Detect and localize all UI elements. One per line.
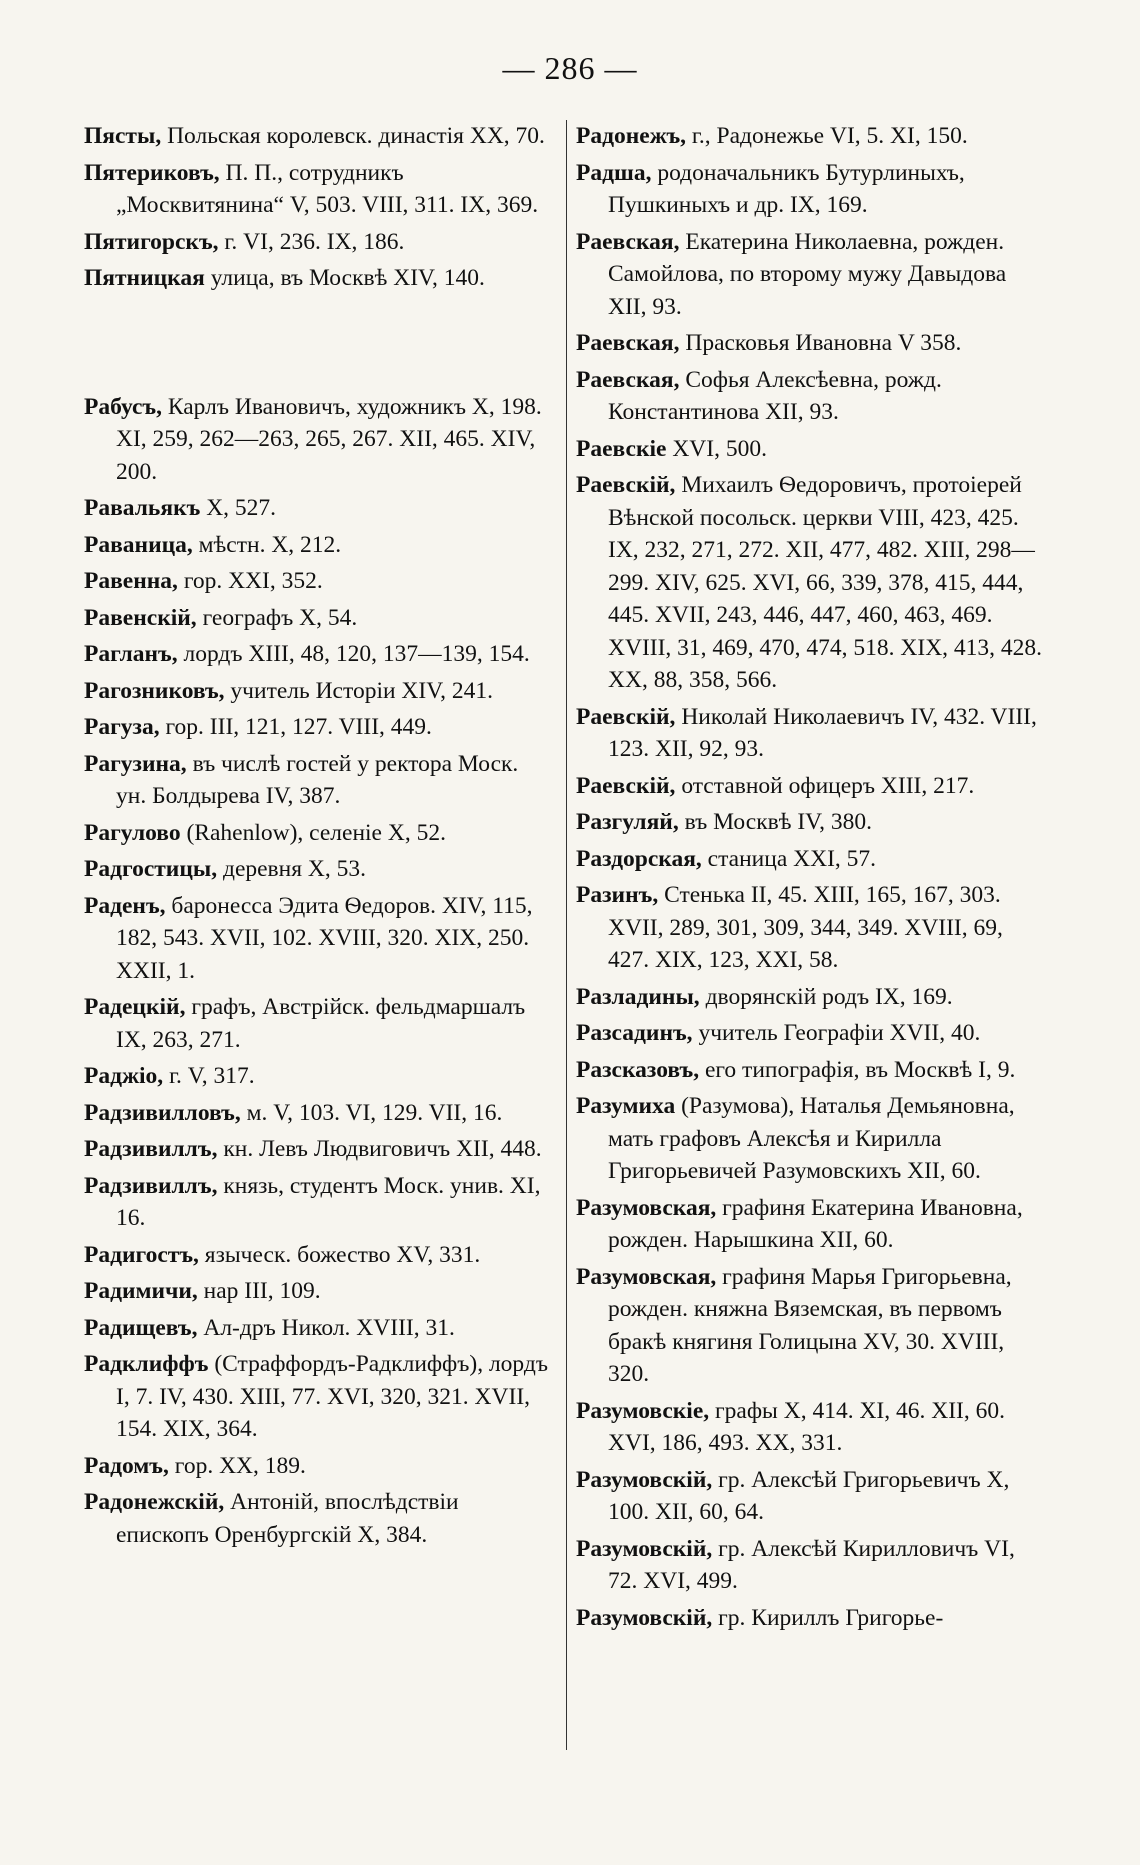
left-column-group-r	[84, 391, 552, 1552]
entry-headword: Разумовскіе,	[576, 1397, 710, 1424]
index-entry	[84, 1133, 552, 1166]
entry-references: (Rahenlow), селеніе X, 52.	[180, 819, 446, 846]
index-entry	[576, 1464, 1044, 1529]
right-column	[576, 120, 1044, 1638]
entry-headword: Радецкій,	[84, 994, 186, 1020]
entry-references: X, 527.	[200, 495, 277, 521]
entry-headword: Разумовская,	[576, 1194, 717, 1221]
entry-headword: Пятигорскъ,	[84, 228, 219, 255]
index-entry	[84, 1312, 552, 1345]
entry-headword: Раевскій,	[576, 472, 676, 498]
entry-headword: Равальякъ	[84, 495, 201, 521]
entry-headword: Радигостъ,	[84, 1241, 199, 1268]
entry-headword: Раевскіе	[576, 435, 667, 462]
index-entry	[84, 1097, 552, 1130]
index-entry	[84, 565, 552, 598]
entry-references: учитель Географіи XVII, 40.	[692, 1020, 981, 1046]
entry-headword: Радонежскій,	[84, 1489, 225, 1515]
index-entry	[84, 853, 552, 886]
index-entry	[84, 226, 552, 259]
entry-headword: Радзивиллъ,	[84, 1172, 218, 1199]
entry-references: въ Москвѣ IV, 380.	[678, 809, 872, 835]
index-entry	[576, 226, 1044, 324]
index-entry	[576, 1192, 1044, 1257]
entry-references: гор. III, 121, 127. VIII, 449.	[159, 714, 432, 740]
index-entry	[576, 701, 1044, 766]
entry-references: дворянскій родъ IX, 169.	[699, 983, 953, 1010]
entry-headword: Разумиха	[576, 1093, 676, 1119]
entry-headword: Рагулово	[84, 819, 181, 846]
entry-headword: Рабусъ,	[84, 393, 162, 420]
entry-references: Польская королевск. династія XX, 70.	[161, 123, 545, 149]
entry-headword: Радзивиллъ,	[84, 1136, 218, 1162]
entry-headword: Раджіо,	[84, 1063, 164, 1089]
entry-references: гр. Алексѣй Григорьевичъ X, 100. XII, 60, 64.	[608, 1466, 1010, 1525]
entry-references: Михаилъ Ѳедоровичъ, протоіерей Вѣнской посольск. церкви VIII, 423, 425. IX, 232, 271, 272. XII, 477, 482. XIII, 298—299. XIV, 625. XVI, 66, 339, 378, 415, 444, 445. XVII, 243, 446, 447, 460, 463, 469. XVIII, 31, 469, 470, 474, 518. XIX, 413, 428. XX, 88, 358, 566.	[608, 472, 1043, 693]
index-entry	[576, 1054, 1044, 1087]
entry-headword: Рагозниковъ,	[84, 677, 225, 704]
entry-headword: Раевская,	[576, 366, 680, 393]
index-entry	[84, 890, 552, 988]
entry-headword: Разумовскій,	[576, 1604, 713, 1631]
entry-headword: Разсадинъ,	[576, 1020, 693, 1046]
entry-references: гр. Алексѣй Кирилловичъ VI, 72. XVI, 499.	[608, 1535, 1015, 1594]
entry-references: м. V, 103. VI, 129. VII, 16.	[240, 1099, 503, 1126]
index-entry	[576, 469, 1044, 697]
entry-references: Екатерина Николаевна, рожден. Самойлова, по второму мужу Давыдова XII, 93.	[608, 228, 1007, 320]
entry-references: Антоній, впослѣдствіи епископъ Оренбургскій X, 384.	[116, 1489, 459, 1548]
entry-headword: Рагланъ,	[84, 641, 178, 667]
entry-headword: Радша,	[576, 159, 652, 186]
index-entry	[576, 1090, 1044, 1188]
entry-headword: Раевская,	[576, 330, 680, 356]
entry-references: кн. Левъ Людвиговичъ XII, 448.	[217, 1136, 542, 1162]
entry-references: гор. XXI, 352.	[177, 568, 323, 594]
index-entry	[84, 817, 552, 850]
entry-references: мѣстн. X, 212.	[192, 531, 342, 558]
index-entry	[84, 602, 552, 635]
entry-references: графиня Марья Григорьевна, рожден. княжна Вяземская, въ первомъ бракѣ княгиня Голицына XV, 30. XVIII, 320.	[608, 1263, 1012, 1387]
entry-references: лордъ XIII, 48, 120, 137—139, 154.	[177, 641, 530, 667]
entry-headword: Раевская,	[576, 228, 680, 255]
entry-references: нар III, 109.	[197, 1278, 321, 1304]
entry-references: деревня X, 53.	[217, 856, 367, 882]
index-entry	[84, 1060, 552, 1093]
index-entry	[84, 262, 552, 295]
entry-headword: Раздорская,	[576, 845, 702, 872]
entry-headword: Разсказовъ,	[576, 1056, 700, 1083]
entry-references: станица XXI, 57.	[701, 845, 877, 872]
entry-headword: Рагузина,	[84, 750, 187, 777]
entry-references: языческ. божество XV, 331.	[198, 1241, 481, 1268]
entry-references: г. VI, 236. IX, 186.	[218, 228, 405, 255]
index-entry	[84, 157, 552, 222]
index-entry	[84, 120, 552, 153]
index-entry	[576, 770, 1044, 803]
index-entry	[576, 879, 1044, 977]
entry-references: учитель Исторіи XIV, 241.	[224, 677, 494, 704]
section-gap	[84, 299, 552, 391]
entry-headword: Разумовская,	[576, 1263, 717, 1290]
entry-headword: Радгостицы,	[84, 856, 218, 882]
entry-headword: Равенскій,	[84, 604, 197, 631]
entry-headword: Равенна,	[84, 568, 178, 594]
index-entry	[84, 1275, 552, 1308]
entry-headword: Раденъ,	[84, 892, 166, 919]
entry-headword: Радищевъ,	[84, 1314, 198, 1341]
entry-references: Ал-дръ Никол. XVIII, 31.	[197, 1314, 455, 1341]
index-entry	[84, 638, 552, 671]
entry-headword: Радимичи,	[84, 1278, 198, 1304]
index-entry	[576, 157, 1044, 222]
page-number: — 286 —	[502, 50, 638, 86]
entry-references: улица, въ Москвѣ XIV, 140.	[204, 265, 485, 291]
entry-references: Стенька II, 45. XIII, 165, 167, 303. XVII, 289, 301, 309, 344, 349. XVIII, 69, 427. XIX, 123, XXI, 58.	[608, 882, 1003, 973]
index-entry	[84, 492, 552, 525]
entry-references: гор. XX, 189.	[168, 1452, 306, 1479]
entry-references: графиня Екатерина Ивановна, рожден. Нарышкина XII, 60.	[608, 1194, 1023, 1253]
index-entry	[576, 327, 1044, 360]
entry-headword: Пясты,	[84, 123, 162, 149]
index-entry	[576, 1395, 1044, 1460]
index-entry	[84, 1348, 552, 1446]
entry-references: Карлъ Ивановичъ, художникъ X, 198. XI, 259, 262—263, 265, 267. XII, 465. XIV, 200.	[116, 393, 542, 485]
left-column	[84, 120, 552, 1555]
index-entry	[576, 433, 1044, 466]
index-entry	[576, 364, 1044, 429]
index-entry	[84, 1170, 552, 1235]
index-entry	[84, 1239, 552, 1272]
entry-headword: Радомъ,	[84, 1452, 169, 1479]
index-entry	[576, 806, 1044, 839]
entry-references: Прасковья Ивановна V 358.	[679, 330, 962, 356]
entry-headword: Разгуляй,	[576, 809, 679, 835]
index-entry	[576, 1261, 1044, 1391]
entry-references: (Страффордъ-Радклиффъ), лордъ I, 7. IV, 430. XIII, 77. XVI, 320, 321. XVII, 154. XIX, 364.	[116, 1351, 548, 1442]
entry-headword: Радклиффъ	[84, 1351, 209, 1377]
entry-headword: Пятницкая	[84, 265, 205, 291]
entry-references: графы X, 414. XI, 46. XII, 60. XVI, 186, 493. XX, 331.	[608, 1397, 1005, 1456]
index-entry	[84, 391, 552, 489]
entry-references: географъ X, 54.	[196, 604, 358, 631]
entry-references: въ числѣ гостей у ректора Моск. ун. Болдырева IV, 387.	[116, 750, 519, 809]
entry-references: князь, студентъ Моск. унив. XI, 16.	[116, 1172, 541, 1231]
entry-references: Софья Алексѣевна, рожд. Константинова XII, 93.	[608, 366, 942, 425]
entry-references: Николай Николаевичъ IV, 432. VIII, 123. XII, 92, 93.	[608, 703, 1037, 762]
index-entry	[576, 843, 1044, 876]
entry-headword: Раевскій,	[576, 772, 676, 799]
index-entry	[84, 675, 552, 708]
entry-headword: Радонежъ,	[576, 123, 687, 149]
left-column-group-p	[84, 120, 552, 295]
entry-references: XVI, 500.	[666, 435, 767, 462]
entry-references: П. П., сотрудникъ „Москвитянина“ V, 503. VIII, 311. IX, 369.	[116, 159, 539, 218]
entry-headword: Пятериковъ,	[84, 159, 220, 186]
entry-headword: Разладины,	[576, 983, 700, 1010]
entry-headword: Раевскій,	[576, 703, 676, 730]
index-entry	[576, 120, 1044, 153]
index-entry	[576, 981, 1044, 1014]
entry-references: (Разумова), Наталья Демьяновна, мать графовъ Алексѣя и Кирилла Григорьевичей Разумовскихъ XII, 60.	[608, 1093, 1015, 1184]
entry-references: г., Радонежье VI, 5. XI, 150.	[686, 123, 968, 149]
index-entry	[84, 1450, 552, 1483]
index-entry	[84, 529, 552, 562]
entry-headword: Разумовскій,	[576, 1535, 713, 1562]
entry-references: графъ, Австрійск. фельдмаршалъ IX, 263, 271.	[116, 994, 526, 1053]
index-entry	[84, 748, 552, 813]
entry-references: отставной офицеръ XIII, 217.	[675, 772, 975, 799]
entry-headword: Радзивилловъ,	[84, 1099, 241, 1126]
index-entry	[84, 991, 552, 1056]
entry-references: родоначальникъ Бутурлиныхъ, Пушкиныхъ и др. IX, 169.	[608, 159, 965, 218]
index-entry	[84, 1486, 552, 1551]
entry-references: баронесса Эдита Ѳедоров. XIV, 115, 182, 543. XVII, 102. XVIII, 320. XIX, 250. XXII, 1.	[116, 892, 533, 984]
entry-references: г. V, 317.	[163, 1063, 255, 1089]
index-entry	[576, 1017, 1044, 1050]
index-entry	[84, 711, 552, 744]
column-divider	[566, 120, 567, 1750]
entry-references: гр. Кириллъ Григорье-	[712, 1604, 944, 1631]
entry-references: его типографія, въ Москвѣ I, 9.	[699, 1056, 1016, 1083]
entry-headword: Разумовскій,	[576, 1466, 713, 1493]
index-entry	[576, 1602, 1044, 1635]
entry-headword: Рагуза,	[84, 714, 160, 740]
index-entry	[576, 1533, 1044, 1598]
entry-headword: Разинъ,	[576, 882, 659, 908]
entry-headword: Раваница,	[84, 531, 193, 558]
